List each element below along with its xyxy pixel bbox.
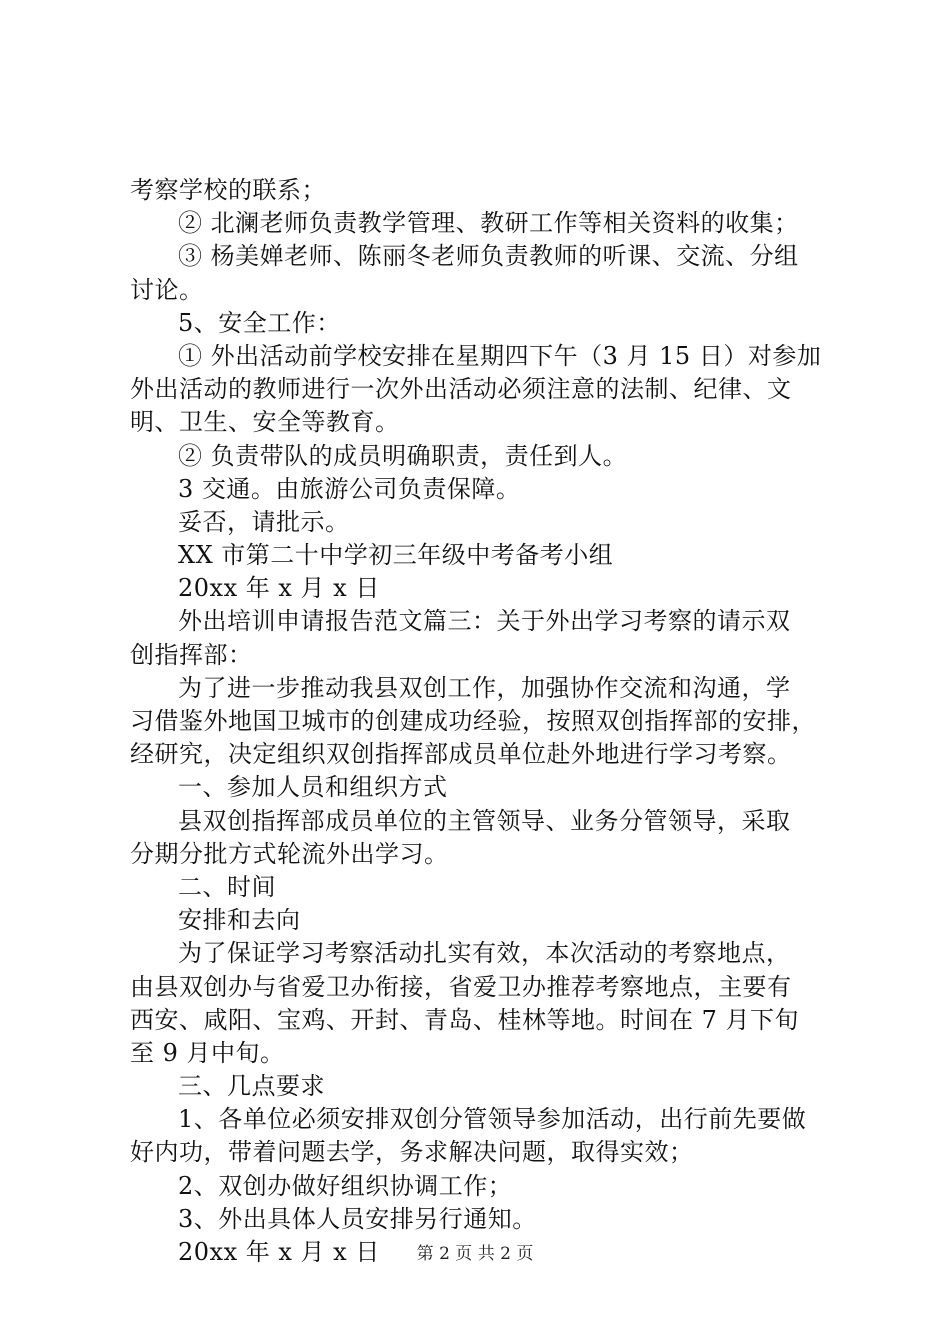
text-line: 外出活动的教师进行一次外出活动必须注意的法制、纪律、文 bbox=[130, 375, 792, 404]
text-line: 创指挥部： bbox=[130, 640, 253, 669]
text-line: ② 北澜老师负责教学管理、教研工作等相关资料的收集； bbox=[178, 209, 799, 238]
text-line: 明、卫生、安全等教育。 bbox=[130, 408, 400, 437]
text-line: 好内功，带着问题去学，务求解决问题，取得实效； bbox=[130, 1138, 694, 1167]
text-line: 妥否，请批示。 bbox=[178, 507, 350, 536]
text-line: 3、外出具体人员安排另行通知。 bbox=[178, 1204, 537, 1233]
text-line: 2、双创办做好组织协调工作； bbox=[178, 1171, 513, 1200]
text-line: 经研究，决定组织双创指挥部成员单位赴外地进行学习考察。 bbox=[130, 740, 792, 769]
text-line: 20xx 年 x 月 x 日 bbox=[178, 574, 380, 603]
text-line: 外出培训申请报告范文篇三：关于外出学习考察的请示双 bbox=[178, 607, 791, 636]
text-line: 至 9 月中旬。 bbox=[130, 1038, 285, 1067]
text-line: 由县双创办与省爱卫办衔接，省爱卫办推荐考察地点，主要有 bbox=[130, 972, 792, 1001]
text-line: 为了进一步推动我县双创工作，加强协作交流和沟通，学 bbox=[178, 673, 791, 702]
text-line: 习借鉴外地国卫城市的创建成功经验，按照双创指挥部的安排， bbox=[130, 707, 816, 735]
text-line: 一、参加人员和组织方式 bbox=[178, 773, 448, 802]
text-line: 5、安全工作： bbox=[178, 308, 341, 337]
text-line: XX 市第二十中学初三年级中考备考小组 bbox=[178, 541, 614, 570]
text-line: 3 交通。由旅游公司负责保障。 bbox=[178, 474, 521, 503]
page-footer: 第 2 页 共 2 页 bbox=[416, 1244, 534, 1264]
text-line: 安排和去向 bbox=[178, 906, 301, 935]
text-line: 为了保证学习考察活动扎实有效，本次活动的考察地点， bbox=[178, 939, 791, 968]
text-line: 西安、咸阳、宝鸡、开封、青岛、桂林等地。时间在 7 月下旬 bbox=[130, 1005, 800, 1034]
text-line: ③ 杨美婵老师、陈丽冬老师负责教师的听课、交流、分组 bbox=[178, 242, 799, 271]
text-line: 二、时间 bbox=[178, 872, 276, 901]
text-line: ② 负责带队的成员明确职责，责任到人。 bbox=[178, 441, 628, 470]
text-line: 分期分批方式轮流外出学习。 bbox=[130, 839, 449, 868]
text-line: 1、各单位必须安排双创分管领导参加活动，出行前先要做 bbox=[178, 1105, 807, 1134]
text-line: 考察学校的联系； bbox=[130, 176, 326, 204]
document-body bbox=[130, 174, 835, 1269]
text-line: 20xx 年 x 月 x 日 bbox=[178, 1238, 380, 1266]
text-line: 县双创指挥部成员单位的主管领导、业务分管领导，采取 bbox=[178, 806, 791, 835]
text-line: 讨论。 bbox=[130, 275, 204, 304]
text-line: 三、几点要求 bbox=[178, 1072, 325, 1101]
text-line: ① 外出活动前学校安排在星期四下午（3 月 15 日）对参加 bbox=[178, 341, 822, 370]
